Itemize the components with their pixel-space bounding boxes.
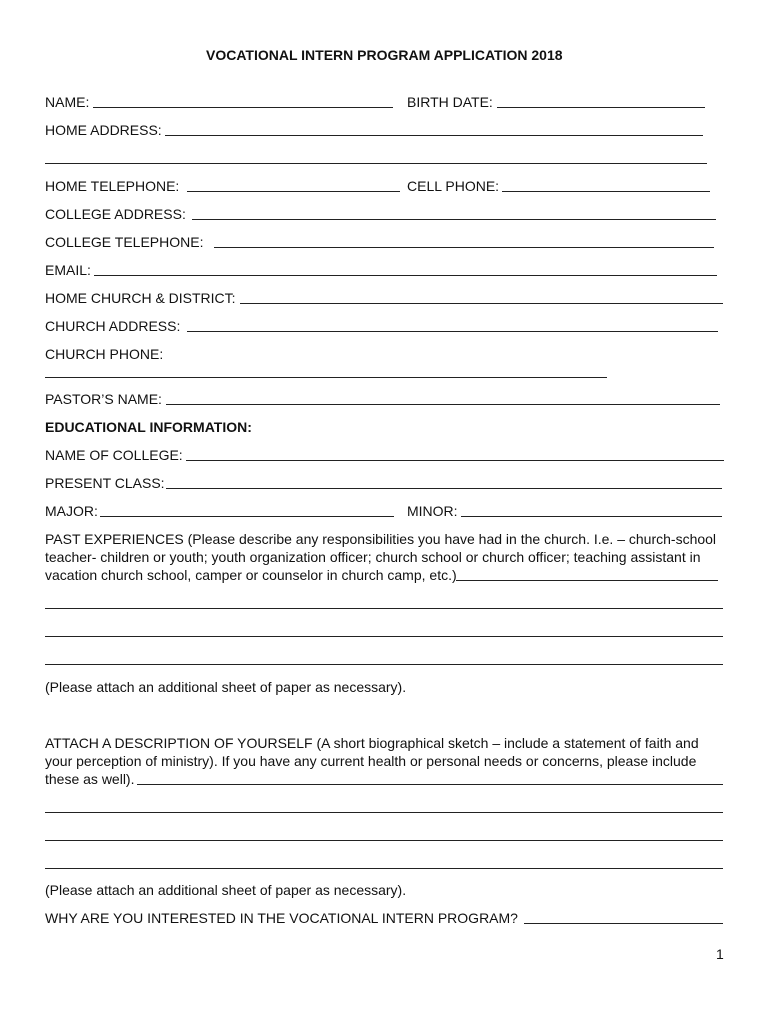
past-experiences-line1: PAST EXPERIENCES (Please describe any responsibilities you have had in the church. I.e. – church-school — [45, 531, 717, 547]
home-address-field-line2[interactable] — [45, 163, 707, 164]
past-experiences-line2: teacher- children or youth; youth organization officer; church school or church officer; teaching assistant in — [45, 549, 701, 565]
major-label: MAJOR: — [45, 503, 98, 519]
church-address-label: CHURCH ADDRESS: — [45, 318, 181, 334]
college-address-field[interactable] — [192, 219, 716, 220]
email-label: EMAIL: — [45, 262, 91, 278]
pastor-name-label: PASTOR’S NAME: — [45, 391, 162, 407]
church-phone-label: CHURCH PHONE: — [45, 346, 164, 362]
description-field-line3[interactable] — [45, 840, 723, 841]
minor-label: MINOR: — [407, 503, 458, 519]
home-address-label: HOME ADDRESS: — [45, 122, 162, 138]
description-field[interactable] — [137, 784, 723, 785]
college-name-label: NAME OF COLLEGE: — [45, 447, 183, 463]
college-telephone-field[interactable] — [214, 247, 714, 248]
email-field[interactable] — [94, 275, 717, 276]
past-experiences-line3: vacation church school, camper or counselor in church camp, etc.) — [45, 567, 457, 583]
college-telephone-label: COLLEGE TELEPHONE: — [45, 234, 204, 250]
church-address-field[interactable] — [187, 331, 718, 332]
pastor-name-field[interactable] — [166, 404, 720, 405]
description-field-line4[interactable] — [45, 868, 723, 869]
birth-date-field[interactable] — [497, 107, 705, 108]
description-line3: these as well). — [45, 771, 135, 787]
description-line1: ATTACH A DESCRIPTION OF YOURSELF (A short biographical sketch – include a statement of faith and — [45, 735, 699, 751]
college-name-field[interactable] — [186, 460, 724, 461]
birth-date-label: BIRTH DATE: — [407, 94, 493, 110]
major-field[interactable] — [100, 516, 394, 517]
description-attach-note: (Please attach an additional sheet of paper as necessary). — [45, 882, 407, 898]
church-phone-field[interactable] — [45, 377, 607, 378]
college-address-label: COLLEGE ADDRESS: — [45, 206, 186, 222]
past-experiences-attach-note: (Please attach an additional sheet of paper as necessary). — [45, 679, 407, 695]
interest-field[interactable] — [524, 923, 723, 924]
present-class-label: PRESENT CLASS: — [45, 475, 165, 491]
home-telephone-label: HOME TELEPHONE: — [45, 178, 180, 194]
page-number: 1 — [716, 946, 724, 962]
cell-phone-label: CELL PHONE: — [407, 178, 500, 194]
minor-field[interactable] — [461, 516, 722, 517]
description-field-line2[interactable] — [45, 812, 723, 813]
past-experiences-field[interactable] — [456, 580, 718, 581]
home-church-field[interactable] — [240, 303, 723, 304]
present-class-field[interactable] — [166, 488, 722, 489]
name-field[interactable] — [93, 107, 393, 108]
name-label: NAME: — [45, 94, 90, 110]
page-title: VOCATIONAL INTERN PROGRAM APPLICATION 2018 — [206, 47, 563, 63]
home-church-label: HOME CHURCH & DISTRICT: — [45, 290, 236, 306]
description-line2: your perception of ministry). If you have any current health or personal needs or concerns, please include — [45, 753, 697, 769]
past-experiences-field-line2[interactable] — [45, 608, 723, 609]
past-experiences-field-line4[interactable] — [45, 664, 723, 665]
cell-phone-field[interactable] — [502, 191, 710, 192]
home-telephone-field[interactable] — [187, 191, 400, 192]
home-address-field[interactable] — [165, 135, 703, 136]
education-heading: EDUCATIONAL INFORMATION: — [45, 419, 252, 435]
interest-question: WHY ARE YOU INTERESTED IN THE VOCATIONAL INTERN PROGRAM? — [45, 910, 518, 926]
past-experiences-field-line3[interactable] — [45, 636, 723, 637]
